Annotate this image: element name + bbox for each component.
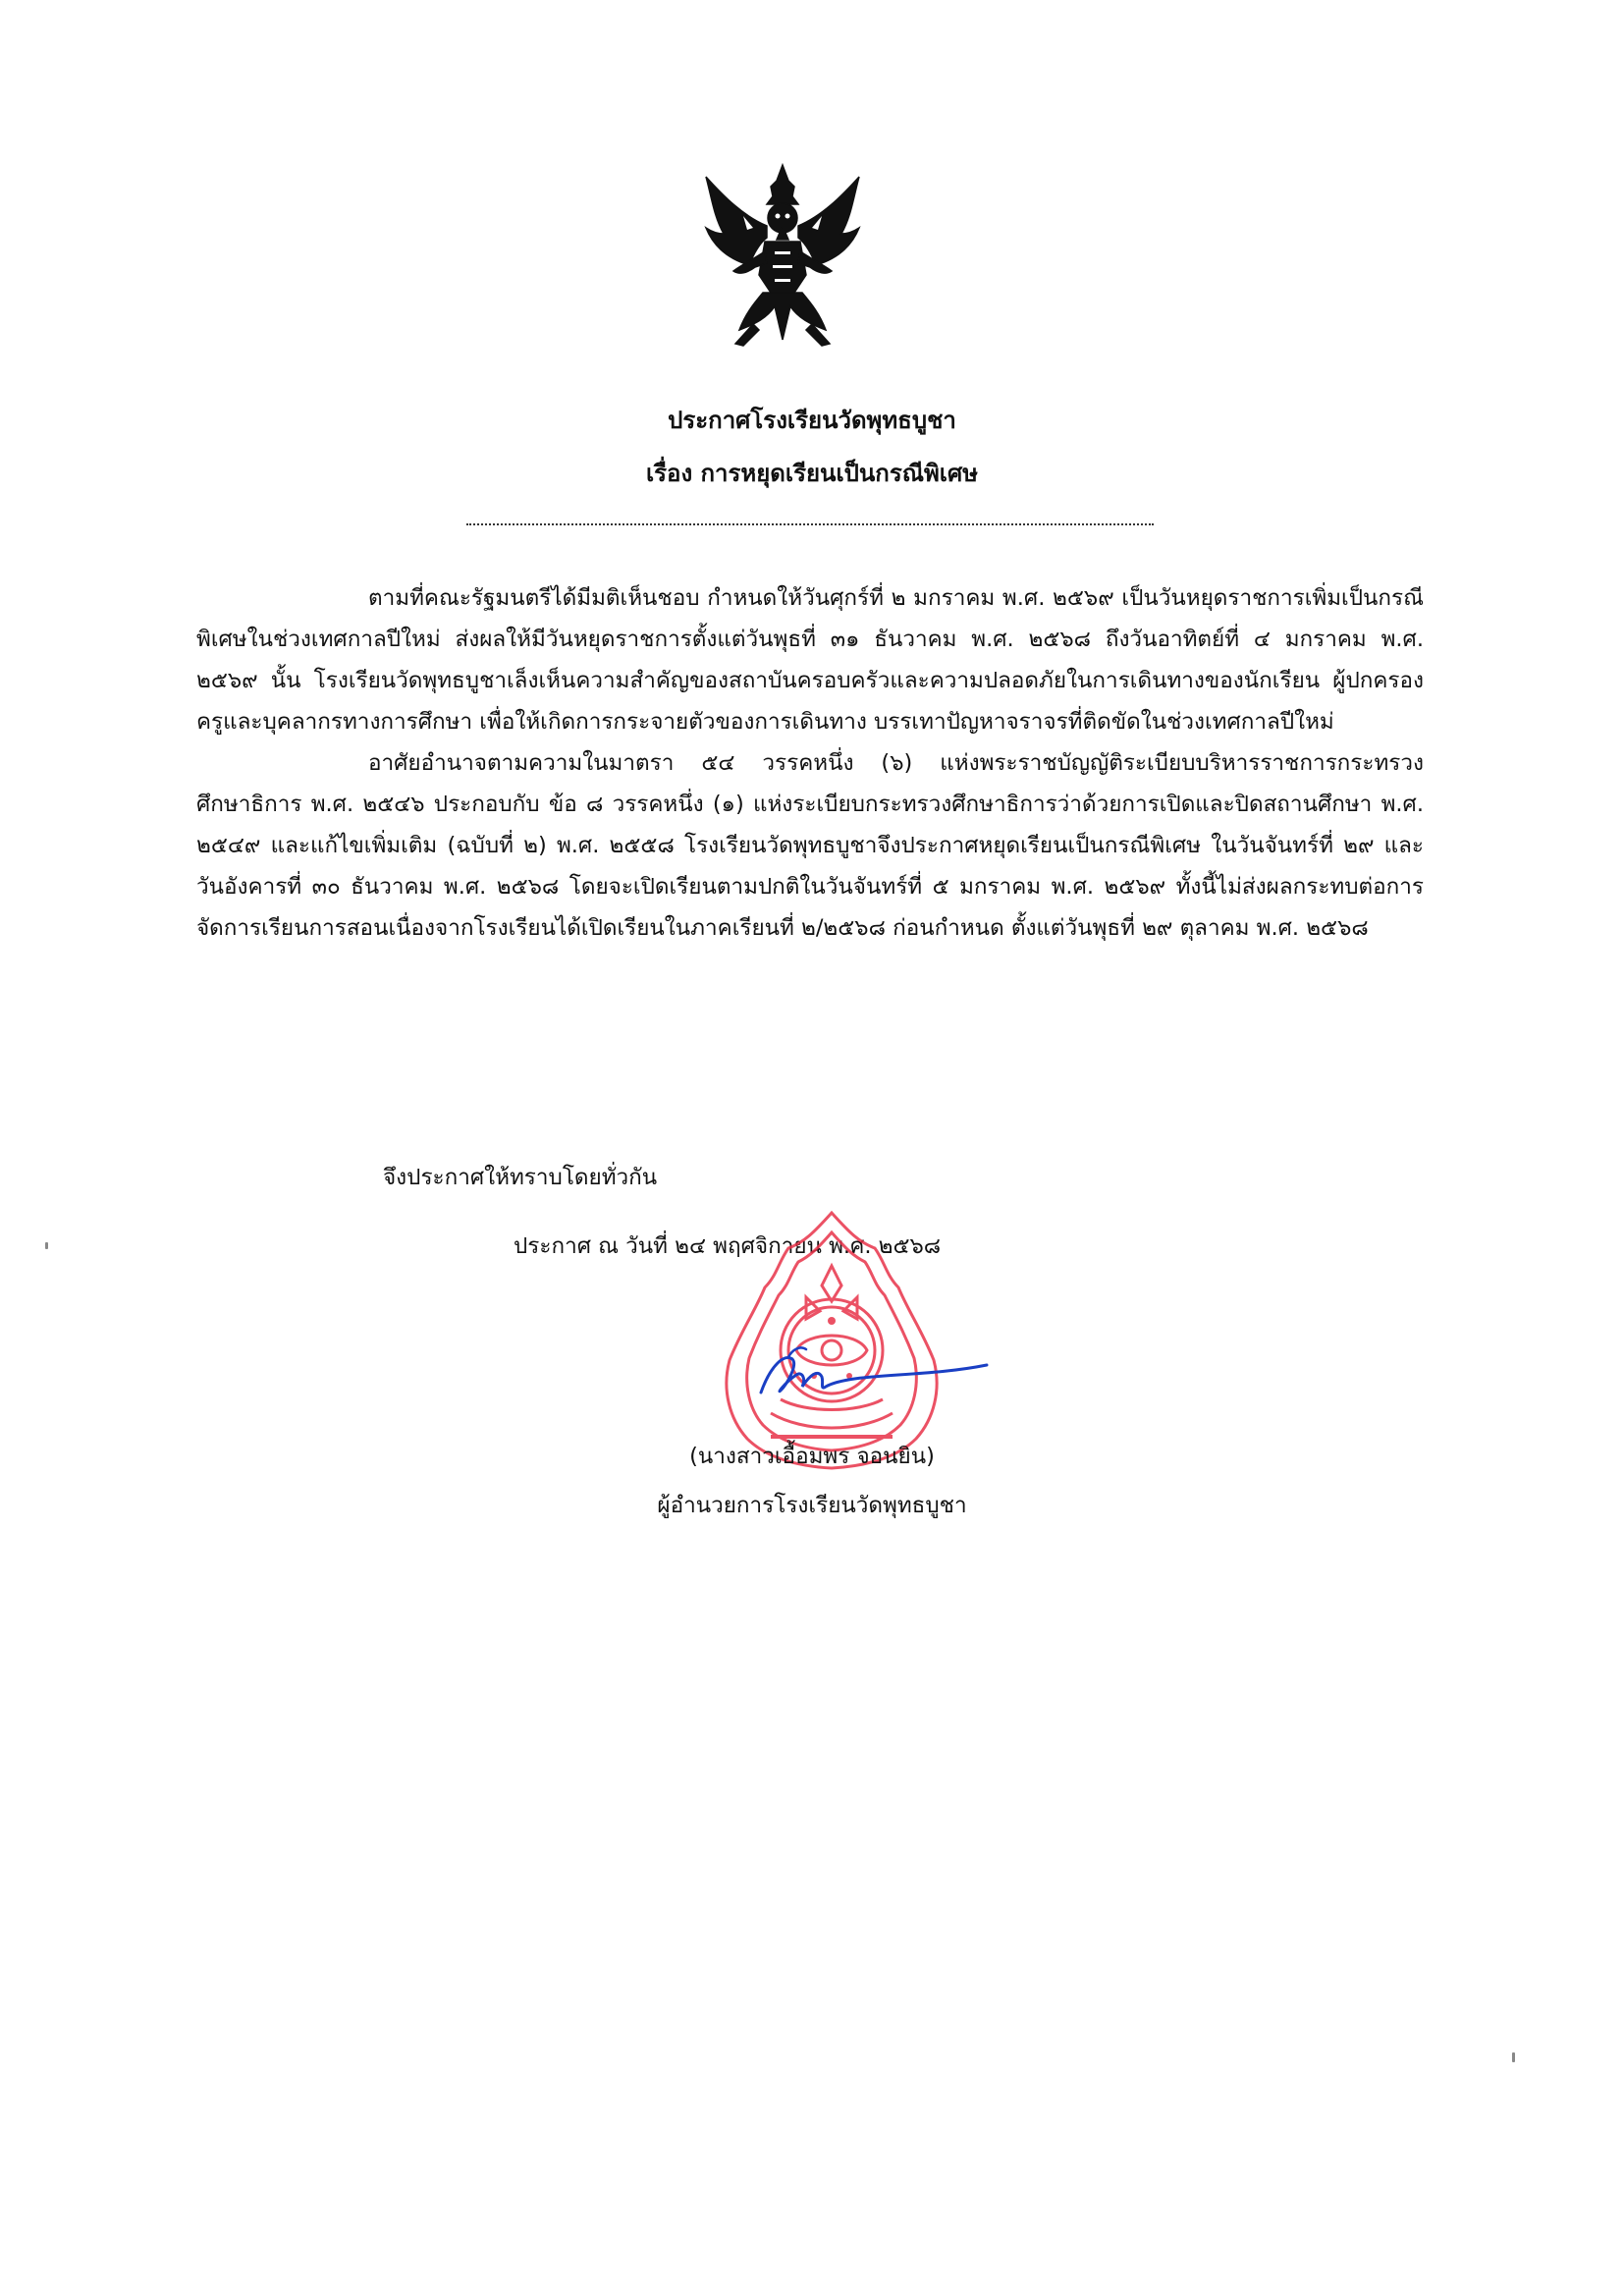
announcement-title: ประกาศโรงเรียนวัดพุทธบูชา [668, 407, 956, 434]
paragraph-1: ตามที่คณะรัฐมนตรีได้มีมติเห็นชอบ กำหนดให้วันศุกร์ที่ ๒ มกราคม พ.ศ. ๒๕๖๙ เป็นวันหยุดราชการเพิ่มเป็นกรณีพิเศษในช่วงเทศกาลปีใหม่ ส่งผลให้มีวันหยุดราชการตั้งแต่วันพุธที่ ๓๑ ธันวาคม พ.ศ. ๒๕๖๘ ถึงวันอาทิตย์ที่ ๔ มกราคม พ.ศ. ๒๕๖๙ นั้น โรงเรียนวัดพุทธบูชาเล็งเห็นความสำคัญของสถาบันครอบครัวและความปลอดภัยในการเดินทางของนักเรียน ผู้ปกครอง ครูและบุคลากรทางการศึกษา เพื่อให้เกิดการกระจายตัวของการเดินทาง บรรเทาปัญหาจราจรที่ติดขัดในช่วงเทศกาลปีใหม่ [196, 585, 1424, 735]
announcement-body [196, 577, 1424, 949]
scan-speck [1512, 2052, 1515, 2062]
announcement-subject: เรื่อง การหยุดเรียนเป็นกรณีพิเศษ [645, 460, 979, 487]
announcement-date: ประกาศ ณ วันที่ ๒๔ พฤศจิกายน พ.ศ. ๒๕๖๘ [514, 1233, 942, 1259]
signer-title: ผู้อำนวยการโรงเรียนวัดพุทธบูชา [657, 1493, 967, 1518]
signature-icon [741, 1336, 997, 1414]
signer-name: (นางสาวเอื้อมพร จอนยิน) [689, 1444, 935, 1469]
scan-speck [45, 1242, 48, 1249]
title-divider [466, 523, 1154, 525]
closing-statement: จึงประกาศให้ทราบโดยทั่วกัน [383, 1165, 658, 1190]
paragraph-2: อาศัยอำนาจตามความในมาตรา ๕๔ วรรคหนึ่ง (๖) แห่งพระราชบัญญัติระเบียบบริหารราชการกระทรวงศึกษาธิการ พ.ศ. ๒๕๔๖ ประกอบกับ ข้อ ๘ วรรคหนึ่ง (๑) แห่งระเบียบกระทรวงศึกษาธิการว่าด้วยการเปิดและปิดสถานศึกษา พ.ศ. ๒๕๔๙ และแก้ไขเพิ่มเติม (ฉบับที่ ๒) พ.ศ. ๒๕๕๘ โรงเรียนวัดพุทธบูชาจึงประกาศหยุดเรียนเป็นกรณีพิเศษ ในวันจันทร์ที่ ๒๙ และวันอังคารที่ ๓๐ ธันวาคม พ.ศ. ๒๕๖๘ โดยจะเปิดเรียนตามปกติในวันจันทร์ที่ ๕ มกราคม พ.ศ. ๒๕๖๙ ทั้งนี้ไม่ส่งผลกระทบต่อการจัดการเรียนการสอนเนื่องจากโรงเรียนได้เปิดเรียนในภาคเรียนที่ ๒/๒๕๖๘ ก่อนกำหนด ตั้งแต่วันพุธที่ ๒๙ ตุลาคม พ.ศ. ๒๕๖๘ [196, 750, 1424, 941]
garuda-emblem-icon [684, 157, 881, 354]
